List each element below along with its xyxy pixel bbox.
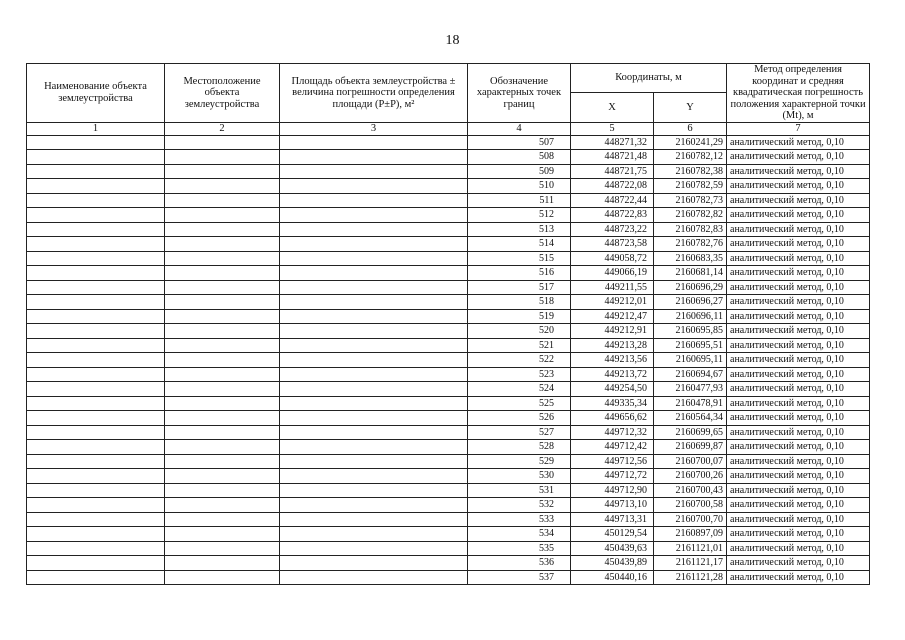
column-number: 6 xyxy=(654,122,727,135)
cell-point-number: 520 xyxy=(468,324,571,339)
column-number: 2 xyxy=(165,122,280,135)
cell-method: аналитический метод, 0,10 xyxy=(727,222,870,237)
cell-method: аналитический метод, 0,10 xyxy=(727,541,870,556)
cell-point-number: 527 xyxy=(468,425,571,440)
cell-point-number: 536 xyxy=(468,556,571,571)
cell-location xyxy=(165,353,280,368)
cell-area xyxy=(280,251,468,266)
cell-x-coordinate: 449713,31 xyxy=(571,512,654,527)
cell-object-name xyxy=(27,179,165,194)
cell-object-name xyxy=(27,222,165,237)
cell-area xyxy=(280,179,468,194)
cell-method: аналитический метод, 0,10 xyxy=(727,498,870,513)
table-row xyxy=(27,208,870,223)
cell-method: аналитический метод, 0,10 xyxy=(727,382,870,397)
cell-x-coordinate: 448722,08 xyxy=(571,179,654,194)
cell-x-coordinate: 448721,75 xyxy=(571,164,654,179)
cell-y-coordinate: 2160681,14 xyxy=(654,266,727,281)
cell-object-name xyxy=(27,440,165,455)
cell-y-coordinate: 2160699,87 xyxy=(654,440,727,455)
cell-object-name xyxy=(27,425,165,440)
cell-area xyxy=(280,295,468,310)
coordinates-table xyxy=(26,63,870,585)
cell-point-number: 529 xyxy=(468,454,571,469)
cell-location xyxy=(165,411,280,426)
cell-point-number: 517 xyxy=(468,280,571,295)
cell-area xyxy=(280,222,468,237)
cell-area xyxy=(280,527,468,542)
cell-location xyxy=(165,425,280,440)
cell-location xyxy=(165,512,280,527)
cell-location xyxy=(165,382,280,397)
cell-area xyxy=(280,324,468,339)
cell-method: аналитический метод, 0,10 xyxy=(727,367,870,382)
cell-y-coordinate: 2160477,93 xyxy=(654,382,727,397)
cell-area xyxy=(280,338,468,353)
cell-x-coordinate: 449211,55 xyxy=(571,280,654,295)
cell-point-number: 514 xyxy=(468,237,571,252)
cell-y-coordinate: 2160699,65 xyxy=(654,425,727,440)
cell-object-name xyxy=(27,208,165,223)
cell-method: аналитический метод, 0,10 xyxy=(727,237,870,252)
cell-location xyxy=(165,280,280,295)
cell-point-number: 512 xyxy=(468,208,571,223)
cell-area xyxy=(280,498,468,513)
cell-object-name xyxy=(27,454,165,469)
cell-point-number: 530 xyxy=(468,469,571,484)
cell-x-coordinate: 449712,42 xyxy=(571,440,654,455)
cell-method: аналитический метод, 0,10 xyxy=(727,411,870,426)
cell-location xyxy=(165,338,280,353)
cell-object-name xyxy=(27,498,165,513)
cell-y-coordinate: 2160782,83 xyxy=(654,222,727,237)
cell-object-name xyxy=(27,396,165,411)
cell-object-name xyxy=(27,338,165,353)
cell-point-number: 528 xyxy=(468,440,571,455)
table-row xyxy=(27,483,870,498)
cell-area xyxy=(280,411,468,426)
cell-y-coordinate: 2160696,11 xyxy=(654,309,727,324)
cell-area xyxy=(280,425,468,440)
header-y: Y xyxy=(654,92,727,122)
table-row xyxy=(27,396,870,411)
cell-x-coordinate: 449713,10 xyxy=(571,498,654,513)
cell-area xyxy=(280,237,468,252)
cell-y-coordinate: 2160782,12 xyxy=(654,150,727,165)
cell-method: аналитический метод, 0,10 xyxy=(727,353,870,368)
cell-location xyxy=(165,367,280,382)
cell-y-coordinate: 2160782,73 xyxy=(654,193,727,208)
cell-location xyxy=(165,309,280,324)
cell-object-name xyxy=(27,527,165,542)
cell-method: аналитический метод, 0,10 xyxy=(727,324,870,339)
table-row xyxy=(27,454,870,469)
table-row xyxy=(27,367,870,382)
table-row xyxy=(27,164,870,179)
cell-y-coordinate: 2160695,85 xyxy=(654,324,727,339)
cell-method: аналитический метод, 0,10 xyxy=(727,440,870,455)
cell-point-number: 535 xyxy=(468,541,571,556)
cell-point-number: 510 xyxy=(468,179,571,194)
cell-y-coordinate: 2160700,58 xyxy=(654,498,727,513)
header-coordinates: Координаты, м xyxy=(571,64,727,93)
cell-x-coordinate: 450439,89 xyxy=(571,556,654,571)
table-row xyxy=(27,309,870,324)
cell-area xyxy=(280,193,468,208)
cell-x-coordinate: 448271,32 xyxy=(571,135,654,150)
cell-object-name xyxy=(27,556,165,571)
cell-method: аналитический метод, 0,10 xyxy=(727,309,870,324)
cell-point-number: 522 xyxy=(468,353,571,368)
cell-y-coordinate: 2160694,67 xyxy=(654,367,727,382)
cell-y-coordinate: 2160700,43 xyxy=(654,483,727,498)
cell-area xyxy=(280,483,468,498)
cell-point-number: 513 xyxy=(468,222,571,237)
cell-y-coordinate: 2160695,51 xyxy=(654,338,727,353)
cell-method: аналитический метод, 0,10 xyxy=(727,527,870,542)
cell-object-name xyxy=(27,324,165,339)
cell-object-name xyxy=(27,541,165,556)
table-row xyxy=(27,295,870,310)
table-row xyxy=(27,440,870,455)
cell-x-coordinate: 448721,48 xyxy=(571,150,654,165)
cell-x-coordinate: 449712,56 xyxy=(571,454,654,469)
cell-x-coordinate: 449213,56 xyxy=(571,353,654,368)
cell-area xyxy=(280,512,468,527)
cell-x-coordinate: 449656,62 xyxy=(571,411,654,426)
cell-y-coordinate: 2161121,28 xyxy=(654,570,727,585)
cell-method: аналитический метод, 0,10 xyxy=(727,483,870,498)
header-location: Местоположение объекта землеустройства xyxy=(165,64,280,123)
cell-area xyxy=(280,164,468,179)
cell-object-name xyxy=(27,469,165,484)
table-row xyxy=(27,193,870,208)
column-number: 7 xyxy=(727,122,870,135)
cell-method: аналитический метод, 0,10 xyxy=(727,396,870,411)
cell-object-name xyxy=(27,237,165,252)
cell-point-number: 532 xyxy=(468,498,571,513)
table-row xyxy=(27,570,870,585)
cell-area xyxy=(280,150,468,165)
cell-y-coordinate: 2161121,17 xyxy=(654,556,727,571)
table-row xyxy=(27,411,870,426)
cell-location xyxy=(165,150,280,165)
cell-location xyxy=(165,222,280,237)
cell-y-coordinate: 2160241,29 xyxy=(654,135,727,150)
header-object-name: Наименование объекта землеустройства xyxy=(27,64,165,123)
cell-location xyxy=(165,208,280,223)
column-number: 3 xyxy=(280,122,468,135)
table-row xyxy=(27,512,870,527)
cell-x-coordinate: 448722,83 xyxy=(571,208,654,223)
cell-location xyxy=(165,266,280,281)
cell-object-name xyxy=(27,353,165,368)
table-row xyxy=(27,338,870,353)
table-row xyxy=(27,382,870,397)
cell-object-name xyxy=(27,164,165,179)
cell-x-coordinate: 449335,34 xyxy=(571,396,654,411)
cell-method: аналитический метод, 0,10 xyxy=(727,150,870,165)
cell-location xyxy=(165,541,280,556)
cell-x-coordinate: 449712,72 xyxy=(571,469,654,484)
cell-x-coordinate: 450129,54 xyxy=(571,527,654,542)
table-row xyxy=(27,251,870,266)
cell-x-coordinate: 450440,16 xyxy=(571,570,654,585)
cell-method: аналитический метод, 0,10 xyxy=(727,280,870,295)
cell-y-coordinate: 2160782,82 xyxy=(654,208,727,223)
cell-y-coordinate: 2160897,09 xyxy=(654,527,727,542)
cell-x-coordinate: 449213,72 xyxy=(571,367,654,382)
table-row xyxy=(27,469,870,484)
cell-y-coordinate: 2160696,29 xyxy=(654,280,727,295)
cell-area xyxy=(280,208,468,223)
cell-object-name xyxy=(27,150,165,165)
header-point-designation: Обозначение характерных точек границ xyxy=(468,64,571,123)
cell-area xyxy=(280,541,468,556)
table-row xyxy=(27,556,870,571)
cell-location xyxy=(165,251,280,266)
cell-point-number: 518 xyxy=(468,295,571,310)
cell-x-coordinate: 448722,44 xyxy=(571,193,654,208)
cell-location xyxy=(165,469,280,484)
cell-x-coordinate: 449254,50 xyxy=(571,382,654,397)
cell-location xyxy=(165,570,280,585)
cell-x-coordinate: 448723,22 xyxy=(571,222,654,237)
cell-method: аналитический метод, 0,10 xyxy=(727,454,870,469)
cell-x-coordinate: 449212,47 xyxy=(571,309,654,324)
cell-method: аналитический метод, 0,10 xyxy=(727,164,870,179)
cell-point-number: 531 xyxy=(468,483,571,498)
cell-method: аналитический метод, 0,10 xyxy=(727,338,870,353)
table-row xyxy=(27,324,870,339)
cell-area xyxy=(280,396,468,411)
cell-point-number: 521 xyxy=(468,338,571,353)
column-numbers-row xyxy=(27,122,870,135)
table-row xyxy=(27,266,870,281)
cell-x-coordinate: 449058,72 xyxy=(571,251,654,266)
cell-y-coordinate: 2160683,35 xyxy=(654,251,727,266)
cell-point-number: 511 xyxy=(468,193,571,208)
cell-x-coordinate: 449212,91 xyxy=(571,324,654,339)
cell-point-number: 523 xyxy=(468,367,571,382)
cell-y-coordinate: 2160695,11 xyxy=(654,353,727,368)
table-row xyxy=(27,527,870,542)
table-row xyxy=(27,498,870,513)
table-row xyxy=(27,179,870,194)
cell-point-number: 533 xyxy=(468,512,571,527)
cell-x-coordinate: 449212,01 xyxy=(571,295,654,310)
cell-location xyxy=(165,295,280,310)
cell-area xyxy=(280,367,468,382)
cell-method: аналитический метод, 0,10 xyxy=(727,179,870,194)
cell-method: аналитический метод, 0,10 xyxy=(727,556,870,571)
cell-area xyxy=(280,570,468,585)
cell-location xyxy=(165,454,280,469)
cell-y-coordinate: 2161121,01 xyxy=(654,541,727,556)
cell-method: аналитический метод, 0,10 xyxy=(727,208,870,223)
cell-area xyxy=(280,469,468,484)
cell-x-coordinate: 448723,58 xyxy=(571,237,654,252)
cell-method: аналитический метод, 0,10 xyxy=(727,295,870,310)
cell-object-name xyxy=(27,135,165,150)
cell-object-name xyxy=(27,251,165,266)
cell-object-name xyxy=(27,309,165,324)
column-number: 5 xyxy=(571,122,654,135)
cell-object-name xyxy=(27,483,165,498)
cell-method: аналитический метод, 0,10 xyxy=(727,135,870,150)
table-row xyxy=(27,425,870,440)
cell-location xyxy=(165,483,280,498)
cell-method: аналитический метод, 0,10 xyxy=(727,193,870,208)
cell-location xyxy=(165,324,280,339)
table-row xyxy=(27,135,870,150)
table-row xyxy=(27,541,870,556)
cell-y-coordinate: 2160564,34 xyxy=(654,411,727,426)
header-x: X xyxy=(571,92,654,122)
cell-object-name xyxy=(27,411,165,426)
header-method: Метод определения координат и средняя квадратическая погрешность положения характерной точки (Mt), м xyxy=(727,64,870,123)
cell-area xyxy=(280,309,468,324)
cell-method: аналитический метод, 0,10 xyxy=(727,266,870,281)
cell-method: аналитический метод, 0,10 xyxy=(727,512,870,527)
cell-object-name xyxy=(27,570,165,585)
cell-location xyxy=(165,440,280,455)
cell-point-number: 515 xyxy=(468,251,571,266)
cell-x-coordinate: 449712,32 xyxy=(571,425,654,440)
cell-y-coordinate: 2160700,26 xyxy=(654,469,727,484)
cell-object-name xyxy=(27,367,165,382)
cell-point-number: 534 xyxy=(468,527,571,542)
table-row xyxy=(27,353,870,368)
cell-point-number: 509 xyxy=(468,164,571,179)
cell-area xyxy=(280,266,468,281)
cell-area xyxy=(280,454,468,469)
cell-area xyxy=(280,440,468,455)
cell-x-coordinate: 450439,63 xyxy=(571,541,654,556)
cell-object-name xyxy=(27,266,165,281)
table-row xyxy=(27,222,870,237)
table-row xyxy=(27,280,870,295)
cell-y-coordinate: 2160696,27 xyxy=(654,295,727,310)
cell-object-name xyxy=(27,193,165,208)
cell-point-number: 526 xyxy=(468,411,571,426)
cell-method: аналитический метод, 0,10 xyxy=(727,570,870,585)
cell-y-coordinate: 2160782,38 xyxy=(654,164,727,179)
cell-point-number: 516 xyxy=(468,266,571,281)
cell-object-name xyxy=(27,295,165,310)
cell-location xyxy=(165,527,280,542)
cell-object-name xyxy=(27,512,165,527)
cell-location xyxy=(165,179,280,194)
column-number: 1 xyxy=(27,122,165,135)
header-area: Площадь объекта землеустройства ± величина погрешности определения площади (P±P), м² xyxy=(280,64,468,123)
cell-object-name xyxy=(27,382,165,397)
cell-location xyxy=(165,193,280,208)
cell-location xyxy=(165,498,280,513)
cell-location xyxy=(165,237,280,252)
cell-location xyxy=(165,556,280,571)
cell-method: аналитический метод, 0,10 xyxy=(727,425,870,440)
cell-point-number: 537 xyxy=(468,570,571,585)
cell-object-name xyxy=(27,280,165,295)
cell-point-number: 519 xyxy=(468,309,571,324)
cell-point-number: 525 xyxy=(468,396,571,411)
cell-location xyxy=(165,396,280,411)
cell-x-coordinate: 449712,90 xyxy=(571,483,654,498)
table-row xyxy=(27,150,870,165)
cell-point-number: 508 xyxy=(468,150,571,165)
column-number: 4 xyxy=(468,122,571,135)
cell-method: аналитический метод, 0,10 xyxy=(727,469,870,484)
cell-area xyxy=(280,353,468,368)
table-header xyxy=(27,64,870,136)
cell-x-coordinate: 449066,19 xyxy=(571,266,654,281)
cell-location xyxy=(165,164,280,179)
cell-location xyxy=(165,135,280,150)
table-row xyxy=(27,237,870,252)
cell-point-number: 524 xyxy=(468,382,571,397)
cell-y-coordinate: 2160782,59 xyxy=(654,179,727,194)
cell-x-coordinate: 449213,28 xyxy=(571,338,654,353)
cell-area xyxy=(280,135,468,150)
cell-method: аналитический метод, 0,10 xyxy=(727,251,870,266)
cell-y-coordinate: 2160700,70 xyxy=(654,512,727,527)
cell-area xyxy=(280,556,468,571)
cell-area xyxy=(280,382,468,397)
table-body xyxy=(27,135,870,585)
cell-y-coordinate: 2160478,91 xyxy=(654,396,727,411)
cell-y-coordinate: 2160782,76 xyxy=(654,237,727,252)
cell-y-coordinate: 2160700,07 xyxy=(654,454,727,469)
cell-area xyxy=(280,280,468,295)
cell-point-number: 507 xyxy=(468,135,571,150)
page-number: 18 xyxy=(445,33,460,48)
